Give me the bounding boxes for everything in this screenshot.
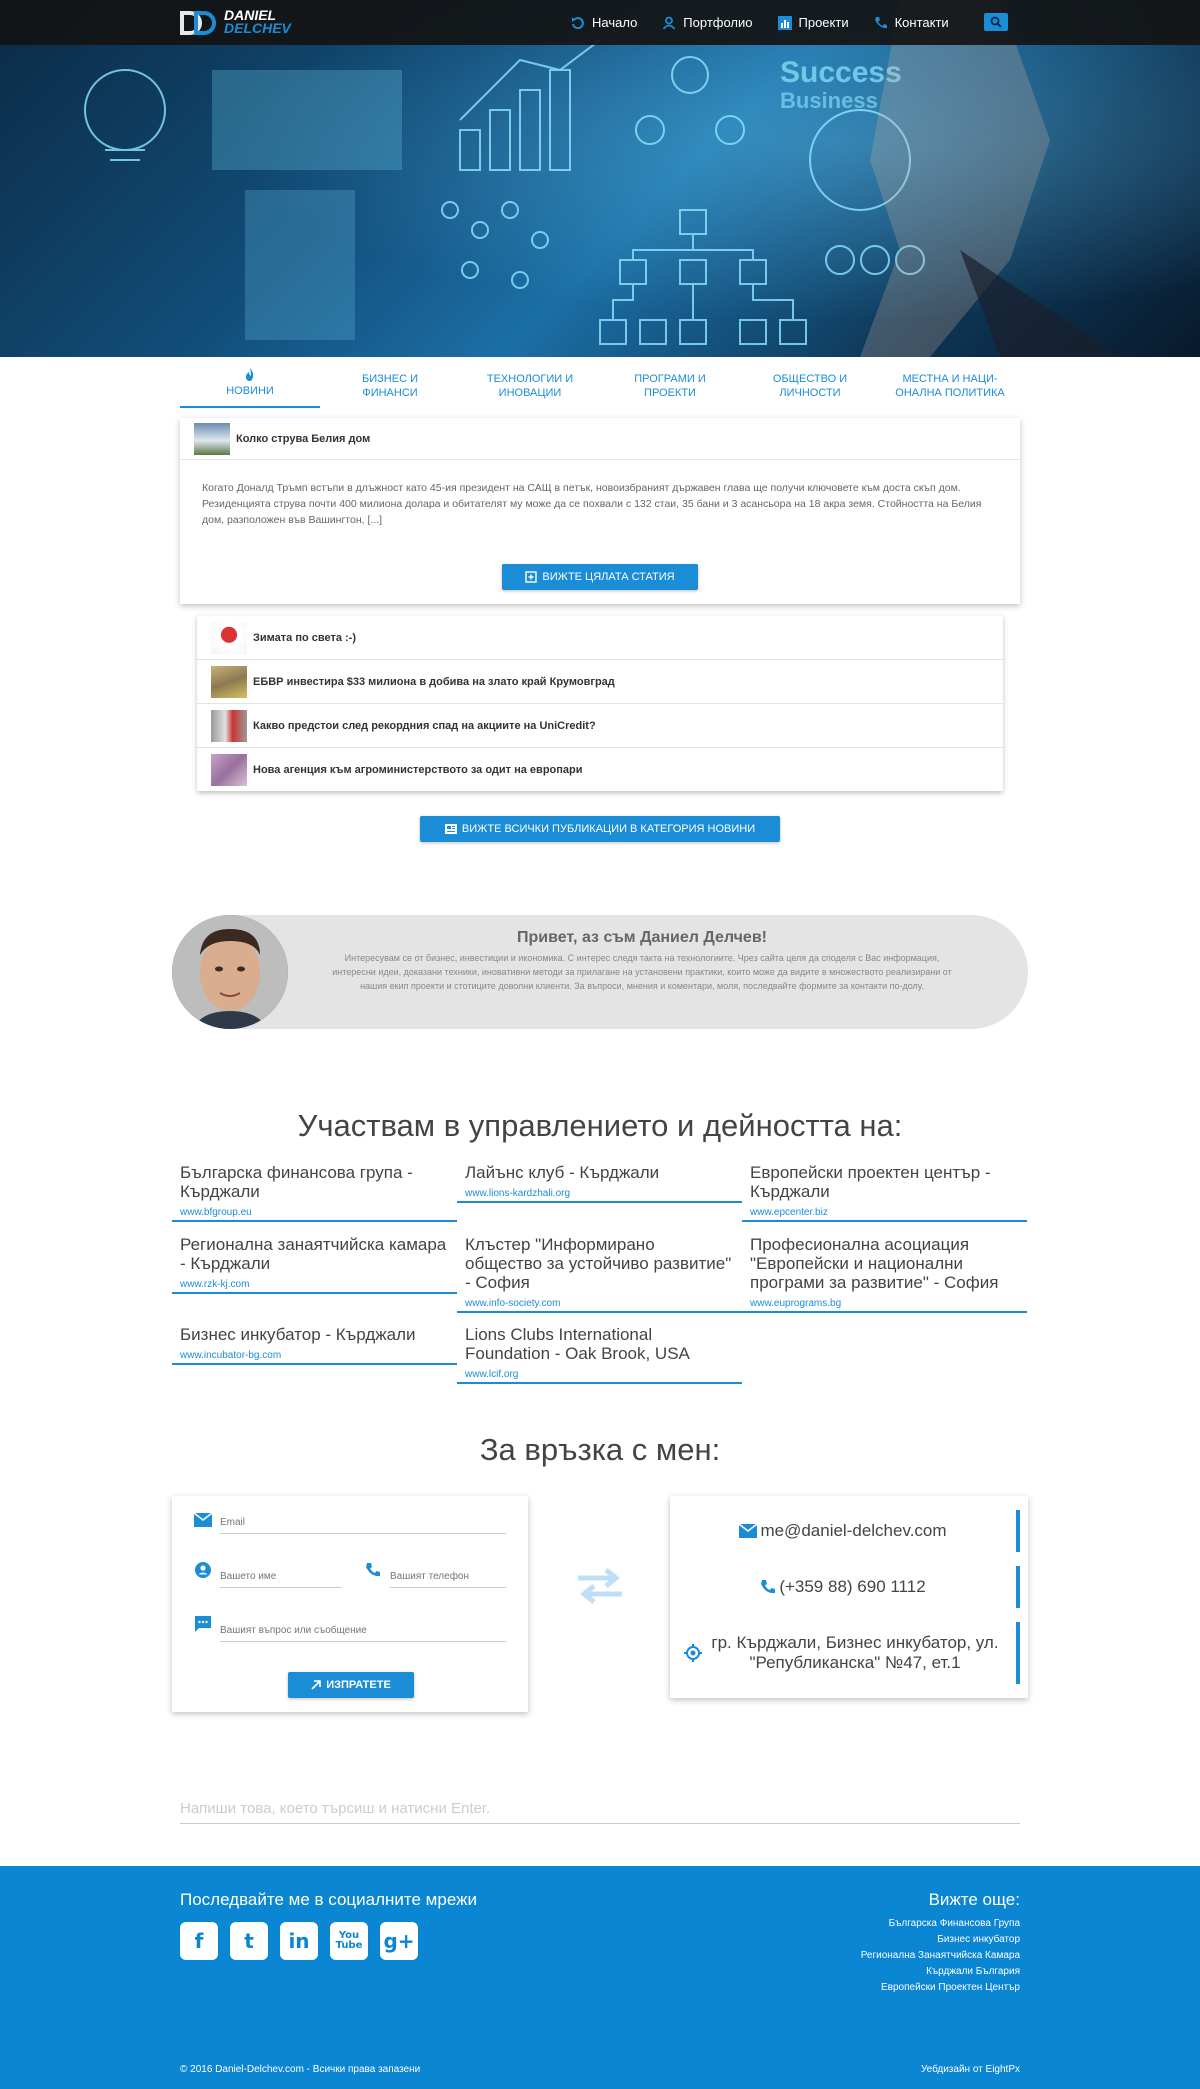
youtube-icon[interactable]	[330, 1922, 368, 1960]
org-card[interactable]	[172, 1163, 457, 1222]
org-url[interactable]: www.lcif.org	[465, 1369, 519, 1380]
facebook-glyph: f	[194, 1929, 204, 1953]
logo-name-first: DANIEL	[224, 7, 277, 23]
org-url[interactable]: www.epcenter.biz	[750, 1207, 828, 1218]
flame-icon	[180, 368, 320, 384]
tab-label-line1: ПРОГРАМИ И	[634, 373, 706, 385]
org-url[interactable]: www.euprograms.bg	[750, 1298, 842, 1309]
mail-icon	[739, 1524, 757, 1538]
location-icon	[684, 1644, 702, 1662]
phone-field[interactable]	[390, 1566, 506, 1588]
tab-business-finance[interactable]	[320, 368, 460, 408]
nav-contacts[interactable]	[873, 15, 949, 31]
main-nav	[570, 0, 973, 45]
footer-link[interactable]: Кърджали България	[926, 1966, 1020, 1977]
plus-box-icon	[525, 571, 537, 583]
org-name: Бизнес инкубатор - Кърджали	[180, 1325, 416, 1344]
tab-label-line1: ОБЩЕСТВО И	[772, 373, 848, 385]
org-name: Българска финансова група - Кърджали	[180, 1163, 413, 1201]
account-icon	[194, 1562, 212, 1578]
news-title: ЕБВР инвестира $33 милиона в добива на злато край Крумовград	[253, 675, 615, 688]
twitter-glyph: t	[244, 1929, 254, 1953]
site-search-field[interactable]	[180, 1794, 1020, 1824]
org-name: Lions Clubs International Foundation - Oak Brook, USA	[465, 1325, 690, 1363]
refresh-icon	[570, 15, 586, 31]
footer-link[interactable]: Бизнес инкубатор	[937, 1934, 1020, 1945]
contact-section-title: За връзка с мен:	[479, 1432, 721, 1467]
org-name: Европейски проектен център - Кърджали	[750, 1163, 991, 1201]
logo-name-last: DELCHEV	[224, 20, 291, 36]
news-title: Нова агенция към агроминистерството за одит на европари	[253, 764, 583, 776]
featured-article-header[interactable]	[180, 418, 1020, 460]
tab-label-line2: ЛИЧНОСТИ	[779, 387, 841, 399]
tab-politics[interactable]	[880, 368, 1020, 408]
newspaper-icon	[445, 824, 457, 834]
tab-label-line2: ИНОВАЦИИ	[498, 387, 562, 399]
message-input[interactable]	[220, 1625, 506, 1636]
logo-mark	[180, 7, 222, 37]
footer-copyright: © 2016 Daniel-Delchev.com - Всички права запазени	[180, 2064, 421, 2075]
name-input[interactable]	[220, 1571, 342, 1582]
nav-projects[interactable]	[777, 15, 849, 31]
org-name: Професионална асоциация "Европейски и национални програми за развитие" - София	[750, 1235, 999, 1292]
list-item[interactable]	[197, 704, 1003, 748]
arrow-up-right-icon	[311, 1680, 321, 1690]
org-card[interactable]	[457, 1235, 742, 1313]
footer-more-title: Вижте още:	[928, 1890, 1020, 1909]
top-navbar	[0, 0, 1200, 45]
about-card	[172, 915, 1028, 1029]
chart-icon	[777, 15, 793, 31]
contact-info-card	[670, 1496, 1028, 1698]
footer-link[interactable]: Регионална Занаятчийска Камара	[860, 1950, 1020, 1961]
contact-form	[172, 1496, 528, 1712]
about-title: Привет, аз съм Даниел Делчев!	[517, 929, 767, 946]
tab-label-line1: БИЗНЕС И	[362, 373, 418, 385]
article-thumbnail	[211, 710, 247, 742]
googleplus-glyph: g+	[383, 1929, 415, 1953]
user-icon	[661, 15, 677, 31]
facebook-icon[interactable]	[180, 1922, 218, 1960]
nav-home[interactable]	[570, 15, 637, 31]
nav-home-label: Начало	[592, 15, 638, 30]
contact-phone: (+359 88) 690 1112	[779, 1577, 926, 1596]
hero-banner	[0, 0, 1200, 357]
featured-article-excerpt: Когато Доналд Тръмп встъпи в длъжност като 45-ия президент на САЩ в петък, новоизбраният държавен глава ще получи ключовете към доста скъп дом. Резиденцията струва почти 400 милиона долара и обитателят му може да се похвали с 132 стаи, 35 бани и 3 асансьора на 18 акра земя. Стойността на Белия дом, разположен във Вашингтон, [...]	[202, 482, 982, 526]
hero-illustration	[0, 0, 1200, 357]
list-item[interactable]	[197, 616, 1003, 660]
tab-label-line1: МЕСТНА И НАЦИ-	[902, 373, 998, 385]
news-list	[197, 616, 1003, 791]
org-name: Клъстер "Информирано общество за устойчиво развитие" - София	[465, 1235, 732, 1292]
tab-tech-innovation[interactable]	[460, 368, 600, 408]
twitter-icon[interactable]	[230, 1922, 268, 1960]
read-full-article-button[interactable]	[502, 564, 698, 590]
footer-follow-title: Последвайте ме в социалните мрежи	[180, 1890, 477, 1909]
nav-portfolio[interactable]	[661, 15, 752, 31]
hero-business-text: Business	[780, 88, 878, 113]
mail-icon	[194, 1512, 212, 1528]
contact-address: гр. Кърджали, Бизнес инкубатор, ул. "Републиканска" №47, ет.1	[711, 1633, 999, 1672]
footer-links	[861, 1916, 1020, 1996]
tab-label-line2: ПРОЕКТИ	[644, 387, 696, 399]
orgs-section-title: Участвам в управлението и дейността на:	[297, 1108, 903, 1143]
site-search-placeholder: Напиши това, което търсиш и натисни Enter.	[180, 1800, 491, 1817]
footer-link[interactable]: Българска Финансова Група	[888, 1918, 1020, 1929]
list-item[interactable]	[197, 660, 1003, 704]
tab-society-people[interactable]	[740, 368, 880, 408]
footer	[0, 1866, 1200, 2089]
news-title: Какво предстои след рекордния спад на акциите на UniCredit?	[253, 719, 596, 732]
tab-programs-projects[interactable]	[600, 368, 740, 408]
nav-projects-label: Проекти	[798, 15, 849, 30]
message-icon	[194, 1616, 212, 1632]
article-thumbnail	[211, 754, 247, 786]
social-links	[180, 1922, 430, 1960]
org-url[interactable]: www.rzk-kj.com	[180, 1279, 250, 1290]
org-card[interactable]	[172, 1235, 457, 1294]
org-card[interactable]	[742, 1235, 1027, 1313]
send-button-label: ИЗПРАТЕТЕ	[326, 1679, 391, 1691]
org-card[interactable]	[742, 1163, 1027, 1222]
tab-label-line2: ОНАЛНА ПОЛИТИКА	[895, 387, 1005, 399]
linkedin-icon[interactable]	[280, 1922, 318, 1960]
search-icon	[990, 16, 1002, 28]
send-button[interactable]	[288, 1672, 414, 1698]
view-all-news-button[interactable]	[420, 816, 780, 842]
view-all-news-label: ВИЖТЕ ВСИЧКИ ПУБЛИКАЦИИ В КАТЕГОРИЯ НОВИНИ	[461, 823, 756, 835]
youtube-glyph: You Tube	[335, 1930, 363, 1951]
tab-label-line1: ТЕХНОЛОГИИ И	[486, 373, 574, 385]
message-field[interactable]	[220, 1620, 506, 1642]
phone-icon	[760, 1579, 776, 1595]
googleplus-icon[interactable]	[380, 1922, 418, 1960]
avatar	[172, 915, 288, 1029]
hero-success-text: Success	[780, 56, 902, 89]
tab-label-line2: ФИНАНСИ	[362, 387, 418, 399]
article-thumbnail	[211, 622, 247, 654]
phone-icon	[364, 1562, 382, 1578]
read-full-article-label: ВИЖТЕ ЦЯЛАТА СТАТИЯ	[542, 571, 675, 583]
org-name: Регионална занаятчийска камара - Кърджали	[180, 1235, 447, 1273]
email-input[interactable]	[220, 1517, 506, 1528]
email-field[interactable]	[220, 1512, 506, 1534]
nav-contacts-label: Контакти	[894, 15, 949, 30]
contact-email-row[interactable]	[670, 1510, 1020, 1552]
contact-phone-row[interactable]	[670, 1566, 1020, 1608]
org-url[interactable]: www.lions-kardzhali.org	[465, 1188, 571, 1199]
category-tabs	[180, 368, 1020, 408]
linkedin-glyph: in	[288, 1929, 310, 1953]
org-url[interactable]: www.incubator-bg.com	[180, 1350, 282, 1361]
site-logo[interactable]	[180, 7, 291, 37]
org-card[interactable]	[172, 1325, 457, 1365]
contact-email: me@daniel-delchev.com	[760, 1521, 947, 1540]
news-title: Зимата по света :-)	[253, 631, 357, 644]
swap-arrows-icon	[574, 1566, 626, 1606]
about-text: Интересувам се от бизнес, инвестиции и икономика. С интерес следя такта на технологиите. Чрез сайта целя да споделя с Вас информация, интересни идеи, доказани техники, иновативни методи за прилагане на установени практики, които може да видите в множеството реализирани от нашия екип проекти и стотиците доволни клиенти. За въпроси, мнения и коментари, моля, последвайте формите за контакти по-долу.	[332, 953, 952, 991]
phone-icon	[873, 15, 889, 31]
org-card[interactable]	[457, 1325, 742, 1384]
contact-address-row[interactable]	[670, 1622, 1020, 1684]
article-thumbnail	[194, 423, 230, 455]
footer-link[interactable]: Европейски Проектен Център	[881, 1982, 1020, 1993]
tab-news[interactable]	[180, 368, 320, 408]
org-card[interactable]	[457, 1163, 742, 1203]
article-thumbnail	[211, 666, 247, 698]
header-search-button[interactable]	[984, 13, 1008, 31]
list-item[interactable]	[197, 748, 1003, 792]
org-url[interactable]: www.bfgroup.eu	[180, 1207, 252, 1218]
featured-article	[180, 418, 1020, 604]
org-name: Лайънс клуб - Кърджали	[465, 1163, 660, 1182]
featured-article-title: Колко струва Белия дом	[236, 432, 371, 445]
name-field[interactable]	[220, 1566, 342, 1588]
nav-portfolio-label: Портфолио	[683, 15, 753, 30]
phone-input[interactable]	[390, 1571, 506, 1582]
footer-design-credit[interactable]: Уебдизайн от EightPx	[920, 2064, 1020, 2075]
org-url[interactable]: www.info-society.com	[465, 1298, 561, 1309]
tab-news-label: НОВИНИ	[226, 385, 274, 397]
